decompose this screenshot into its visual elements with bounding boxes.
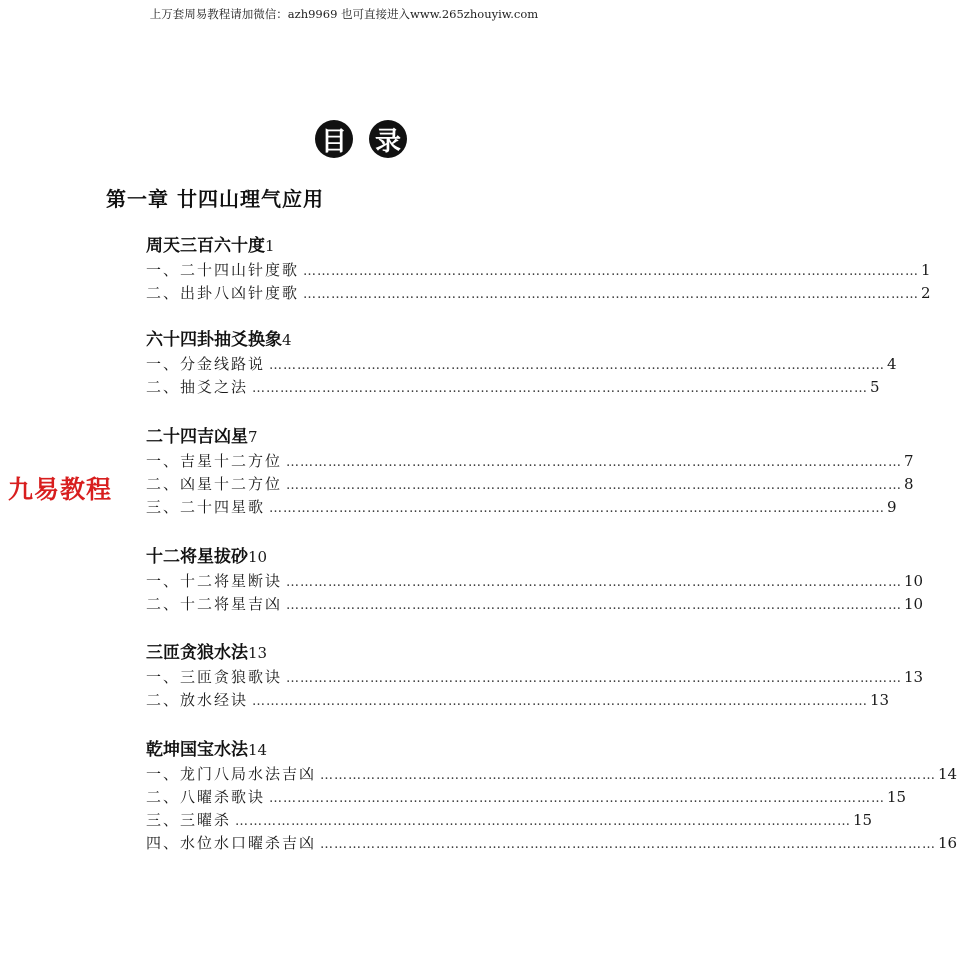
section-heading[interactable] bbox=[146, 424, 596, 450]
chapter-title: 第一章 廿四山理气应用 bbox=[106, 187, 324, 211]
section-title: 二十四吉凶星 bbox=[146, 427, 248, 447]
section-heading[interactable] bbox=[146, 233, 596, 259]
toc-entry[interactable] bbox=[146, 376, 880, 399]
toc-title-char: 目 bbox=[315, 120, 353, 158]
dot-leader: …………………………………………………………………………………………………………………… bbox=[303, 287, 920, 302]
toc-entry[interactable] bbox=[146, 570, 924, 593]
entry-page: 4 bbox=[887, 355, 897, 373]
entry-page: 5 bbox=[870, 378, 880, 396]
toc-entry[interactable] bbox=[146, 763, 957, 786]
section-title: 十二将星拔砂 bbox=[146, 547, 248, 567]
toc-entry[interactable] bbox=[146, 259, 931, 282]
section-page: 4 bbox=[282, 331, 292, 349]
dot-leader: …………………………………………………………………………………………………………………… bbox=[269, 791, 886, 806]
entry-page: 7 bbox=[904, 452, 914, 470]
dot-leader: …………………………………………………………………………………………………………………… bbox=[269, 358, 886, 373]
section-page: 14 bbox=[248, 741, 268, 759]
toc-section bbox=[146, 233, 931, 305]
watermark-text: 九易教程 bbox=[8, 475, 113, 504]
toc-section bbox=[146, 544, 924, 616]
toc-section bbox=[146, 737, 957, 855]
entry-page: 16 bbox=[938, 834, 957, 852]
section-heading[interactable] bbox=[146, 640, 596, 666]
section-title: 乾坤国宝水法 bbox=[146, 740, 248, 760]
entry-label: 一、龙门八局水法吉凶 bbox=[146, 765, 317, 783]
dot-leader: …………………………………………………………………………………………………………………… bbox=[286, 575, 903, 590]
entry-label: 二、放水经诀 bbox=[146, 691, 249, 709]
toc-entry[interactable] bbox=[146, 666, 924, 689]
entry-page: 13 bbox=[870, 691, 890, 709]
entry-label: 四、水位水口曜杀吉凶 bbox=[146, 834, 317, 852]
entry-page: 13 bbox=[904, 668, 924, 686]
entry-label: 一、十二将星断诀 bbox=[146, 572, 283, 590]
entry-label: 二、抽爻之法 bbox=[146, 378, 249, 396]
section-page: 13 bbox=[248, 644, 268, 662]
entry-page: 1 bbox=[921, 261, 931, 279]
dot-leader: …………………………………………………………………………………………………………………… bbox=[303, 264, 920, 279]
section-heading[interactable] bbox=[146, 544, 596, 570]
toc-entry[interactable] bbox=[146, 282, 931, 305]
section-heading[interactable] bbox=[146, 327, 596, 353]
entry-label: 二、出卦八凶针度歌 bbox=[146, 284, 300, 302]
entry-page: 2 bbox=[921, 284, 931, 302]
dot-leader: …………………………………………………………………………………………………………………… bbox=[286, 671, 903, 686]
toc-entry[interactable] bbox=[146, 353, 897, 376]
entry-label: 三、三曜杀 bbox=[146, 811, 232, 829]
entry-page: 15 bbox=[853, 811, 873, 829]
toc-entry[interactable] bbox=[146, 593, 924, 616]
entry-label: 一、分金线路说 bbox=[146, 355, 266, 373]
dot-leader: …………………………………………………………………………………………………………………… bbox=[269, 501, 886, 516]
section-title: 周天三百六十度 bbox=[146, 236, 265, 256]
section-page: 7 bbox=[248, 428, 258, 446]
entry-label: 二、十二将星吉凶 bbox=[146, 595, 283, 613]
section-page: 1 bbox=[265, 237, 275, 255]
toc-section bbox=[146, 424, 914, 519]
toc-entry[interactable] bbox=[146, 689, 890, 712]
toc-entry[interactable] bbox=[146, 832, 957, 855]
dot-leader: …………………………………………………………………………………………………………………… bbox=[252, 694, 869, 709]
entry-label: 二、凶星十二方位 bbox=[146, 475, 283, 493]
toc-entry[interactable] bbox=[146, 496, 897, 519]
entry-label: 一、吉星十二方位 bbox=[146, 452, 283, 470]
header-note: 上万套周易教程请加微信：azh9969 也可直接进入www.265zhouyiw.com bbox=[149, 7, 539, 21]
toc-section bbox=[146, 640, 924, 712]
toc-entry[interactable] bbox=[146, 473, 914, 496]
toc-entry[interactable] bbox=[146, 786, 907, 809]
entry-label: 一、二十四山针度歌 bbox=[146, 261, 300, 279]
entry-page: 10 bbox=[904, 572, 924, 590]
section-title: 六十四卦抽爻换象 bbox=[146, 330, 282, 350]
dot-leader: …………………………………………………………………………………………………………………… bbox=[320, 768, 937, 783]
section-title: 三匝贪狼水法 bbox=[146, 643, 248, 663]
dot-leader: …………………………………………………………………………………………………………………… bbox=[235, 814, 852, 829]
toc-entry[interactable] bbox=[146, 809, 873, 832]
dot-leader: …………………………………………………………………………………………………………………… bbox=[286, 478, 903, 493]
dot-leader: …………………………………………………………………………………………………………………… bbox=[286, 598, 903, 613]
section-heading[interactable] bbox=[146, 737, 596, 763]
entry-label: 三、二十四星歌 bbox=[146, 498, 266, 516]
entry-page: 9 bbox=[887, 498, 897, 516]
entry-page: 10 bbox=[904, 595, 924, 613]
entry-label: 一、三匝贪狼歌诀 bbox=[146, 668, 283, 686]
dot-leader: …………………………………………………………………………………………………………………… bbox=[252, 381, 869, 396]
entry-page: 14 bbox=[938, 765, 957, 783]
dot-leader: …………………………………………………………………………………………………………………… bbox=[286, 455, 903, 470]
entry-page: 15 bbox=[887, 788, 907, 806]
entry-page: 8 bbox=[904, 475, 914, 493]
toc-section bbox=[146, 327, 897, 399]
entry-label: 二、八曜杀歌诀 bbox=[146, 788, 266, 806]
toc-title-char: 录 bbox=[369, 120, 407, 158]
section-page: 10 bbox=[248, 548, 268, 566]
toc-title bbox=[315, 120, 407, 160]
toc-entry[interactable] bbox=[146, 450, 914, 473]
dot-leader: …………………………………………………………………………………………………………………… bbox=[320, 837, 937, 852]
